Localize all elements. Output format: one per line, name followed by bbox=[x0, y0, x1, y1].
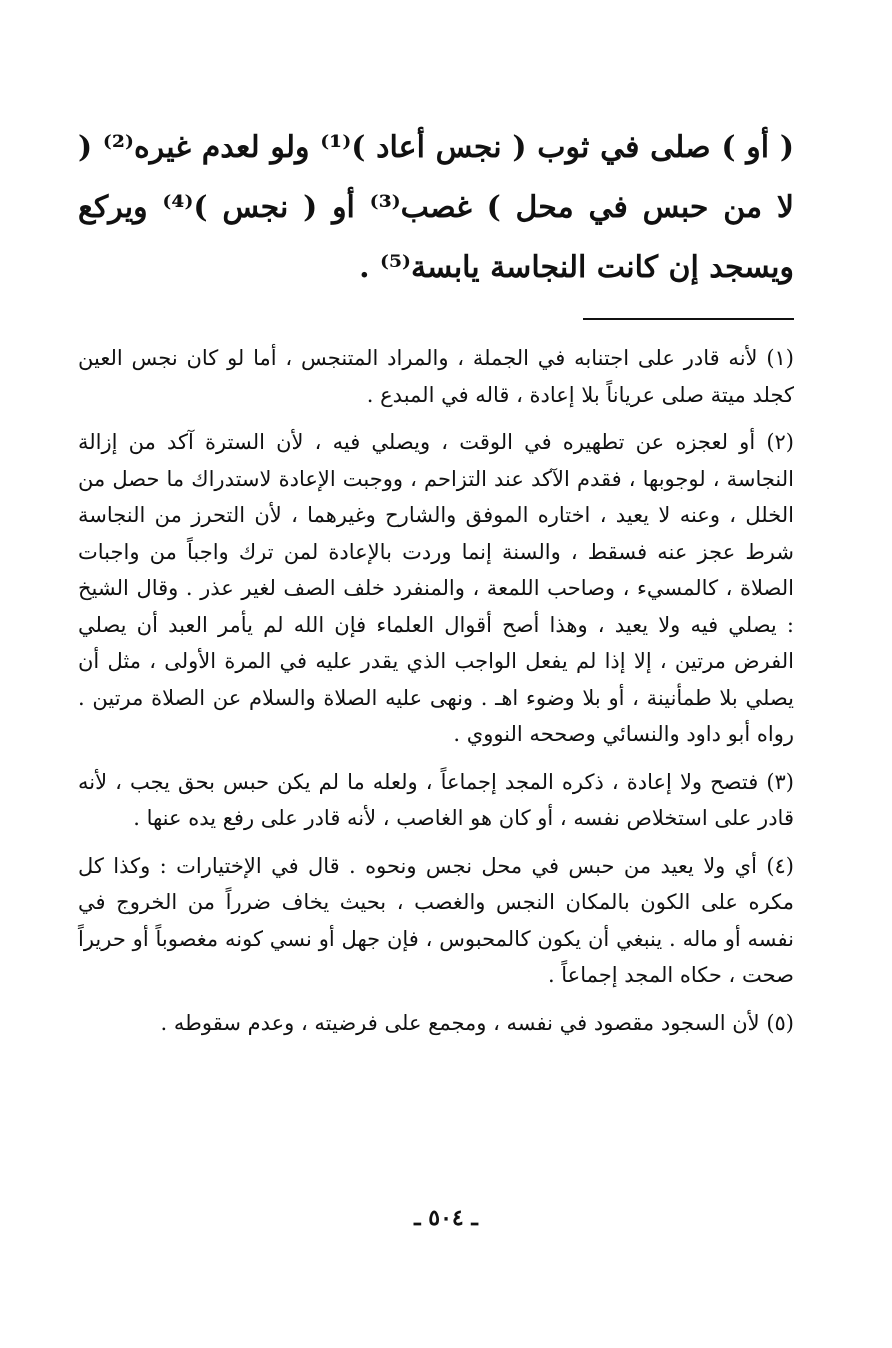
footnote-2: (٢) أو لعجزه عن تطهيره في الوقت ، ويصلي فيه ، لأن السترة آكد من إزالة النجاسة ، لوجوبها ، فقدم الآكد عند التزاحم ، ووجبت الإعادة لاستدراك ما حصل من الخلل ، وعنه لا يعيد ، اختاره الموفق والشارح وغيرهما ، لأن التحرز من النجاسة شرط عجز عنه فسقط ، والسنة إنما وردت بالإعادة لمن ترك واجباً من واجبات الصلاة ، كالمسيء ، وصاحب اللمعة ، والمنفرد خلف الصف لغير عذر . وقال الشيخ : يصلي فيه ولا يعيد ، وهذا أصح أقوال العلماء فإن الله لم يأمر العبد أن يصلي الفرض مرتين ، إلا إذا لم يفعل الواجب الذي يقدر عليه في المرة الأولى ، مثل أن يصلي بلا طمأنينة ، أو بلا وضوء اهـ . ونهى عليه الصلاة والسلام عن الصلاة مرتين . رواه أبو داود والنسائي وصححه النووي . bbox=[78, 430, 794, 746]
footnote-4: (٤) أي ولا يعيد من حبس في محل نجس ونحوه . قال في الإختيارات : وكذا كل مكره على الكون بالمكان النجس والغصب ، بحيث يخاف ضرراً من الخروج في نفسه أو ماله . ينبغي أن يكون كالمحبوس ، فإن جهل أو نسي كونه مغصوباً أو حريراً صحت ، حكاه المجد إجماعاً . bbox=[78, 853, 794, 987]
footnote-separator bbox=[583, 318, 794, 320]
footnote-3: (٣) فتصح ولا إعادة ، ذكره المجد إجماعاً ، ولعله ما لم يكن حبس بحق يجب ، لأنه قادر على استخلاص نفسه ، أو كان هو الغاصب ، لأنه قادر على رفع يده عنها . bbox=[78, 769, 794, 830]
main-text: ( أو ) صلى في ثوب ( نجس أعاد )⁽¹⁾ ولو لعدم غيره⁽²⁾ ( لا من حبس في محل ) غصب⁽³⁾ أو ( نجس )⁽⁴⁾ ويركع ويسجد إن كانت النجاسة يابسة⁽⁵⁾ . bbox=[78, 130, 795, 285]
footnotes bbox=[78, 340, 794, 1052]
footnote-5: (٥) لأن السجود مقصود في نفسه ، ومجمع على فرضيته ، وعدم سقوطه . bbox=[160, 1010, 794, 1035]
page-number: ـ ٥٠٤ ـ bbox=[414, 1205, 478, 1231]
footnote-1: (١) لأنه قادر على اجتنابه في الجملة ، والمراد المتنجس ، أما لو كان نجس العين كجلد ميتة صلى عرياناً بلا إعادة ، قاله في المبدع . bbox=[78, 346, 794, 407]
